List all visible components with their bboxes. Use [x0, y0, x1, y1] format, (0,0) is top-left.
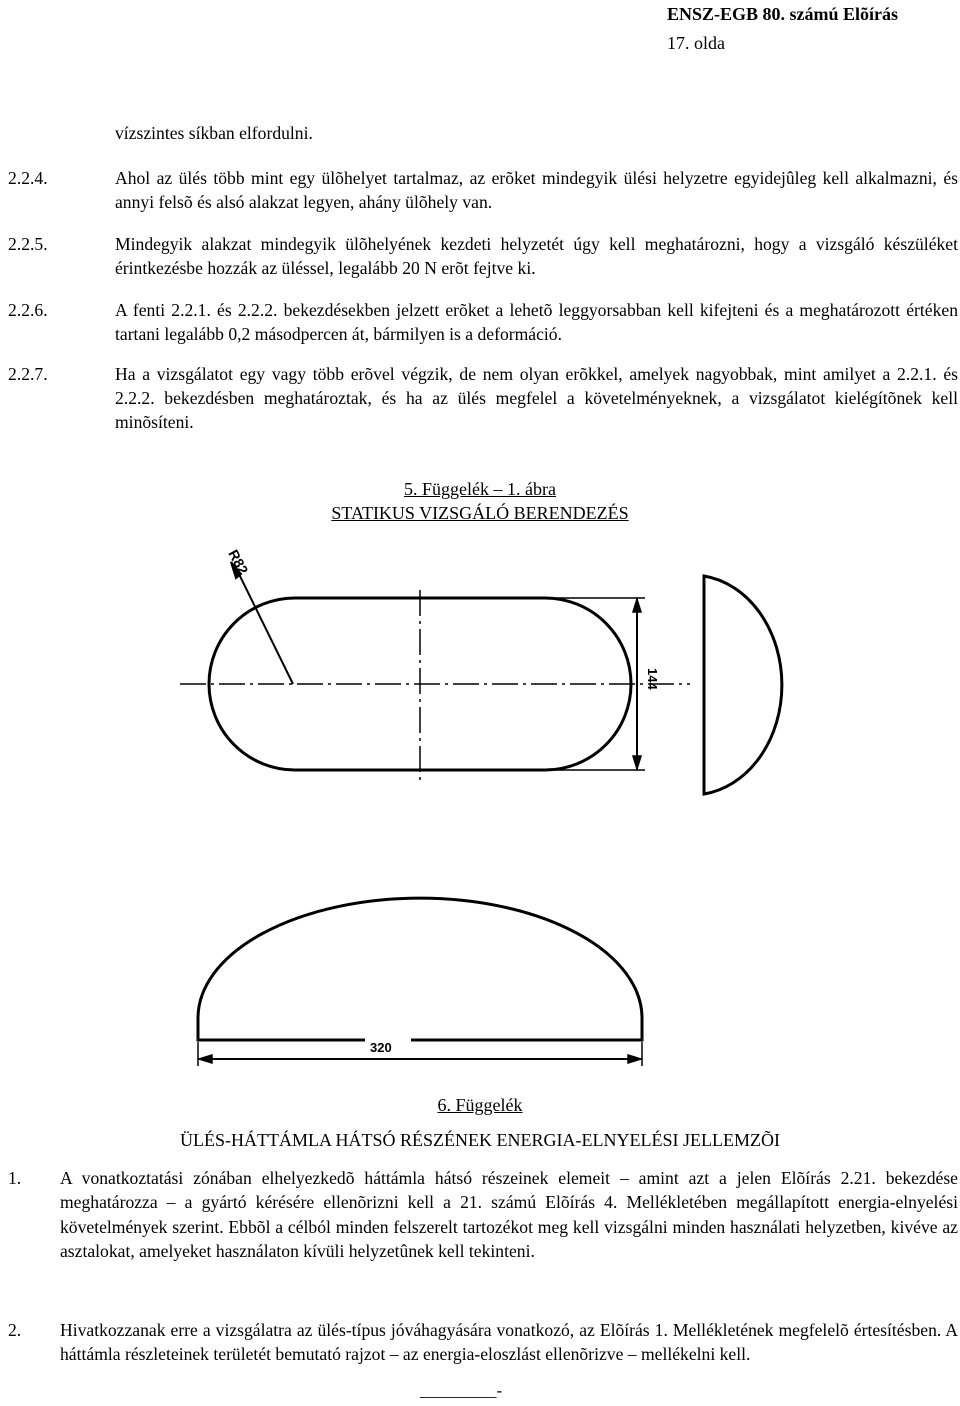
appendix-item-number: 2. — [8, 1320, 22, 1340]
appendix-subtitle: ÜLÉS-HÁTTÁMLA HÁTSÓ RÉSZÉNEK ENERGIA-ELNYELÉSI JELLEMZÕI — [180, 1130, 780, 1150]
half-disc-outline — [704, 576, 782, 794]
footer-rule: _________- — [420, 1381, 503, 1400]
appendix-item-text: Hivatkozzanak erre a vizsgálatra az ülés-típus jóváhagyására vonatkozó, az Elõírás 1. Mellékletének megfelelõ értesítésben. A háttámla részleteinek területét bemutató rajzot – az energia-eloszlást ellenõrizve – mellékelni kell. — [60, 1320, 958, 1365]
width-arrow-right — [628, 1055, 641, 1063]
radius-leader — [236, 568, 293, 684]
continuation-text: vízszintes síkban elfordulni. — [115, 123, 313, 143]
height-label: 144 — [645, 668, 660, 690]
bottom-half-shape — [198, 898, 642, 1040]
page-number: 17. olda — [666, 33, 725, 53]
section-text: Ha a vizsgálatot egy vagy több erõvel végzik, de nem olyan erõkkel, amelyek nagyobbak, mint amilyet a 2.2.1. és 2.2.2. bekezdésben meghatároztak, és ha az ülés megfelel a követelményeknek, a vizsgálatot kielégítõnek kell minõsíteni. — [115, 364, 958, 432]
section-text: A fenti 2.2.1. és 2.2.2. bekezdésekben jelzett erõket a lehetõ leggyorsabban kell kifejteni és a meghatározott értéken tartani legalább 0,2 másodpercen át, bármilyen is a deformáció. — [115, 300, 958, 344]
document-title: ENSZ-EGB 80. számú Elõírás — [666, 4, 898, 24]
section-number: 2.2.5. — [8, 234, 48, 254]
height-arrow-top — [633, 599, 641, 612]
width-label: 320 — [370, 1040, 392, 1055]
figure-caption: 5. Függelék – 1. ábra — [404, 479, 556, 499]
section-text: Ahol az ülés több mint egy ülõhelyet tartalmaz, az erõket mindegyik ülési helyzetre egyidejûleg kell alkalmazni, és annyi felsõ és alsó alakzat legyen, ahány ülõhely van. — [115, 168, 958, 212]
appendix-title: 6. Függelék — [437, 1095, 523, 1115]
appendix-item-number: 1. — [8, 1168, 22, 1188]
appendix-item-text: A vonatkoztatási zónában elhelyezkedõ háttámla hátsó részeinek elemeit – amint azt a jelen Elõírás 2.21. bekezdése meghatározza – a gyártó kérésére ellenõrizni kell a 21. számú Elõírás 4. Mellékletében megállapított energia-elnyelési követelmények szerint. Ebbõl a célból minden felszerelt tartozékot meg kell vizsgálni minden használati helyzetben, kivéve az asztalokat, amelyeket használaton kívüli helyzetûnek kell tekinteni. — [60, 1168, 958, 1262]
height-arrow-bottom — [633, 756, 641, 769]
section-text: Mindegyik alakzat mindegyik ülõhelyének kezdeti helyzetét úgy kell meghatározni, hogy a vizsgáló készüléket érintkezésbe hozzák az üléssel, legalább 20 N erõt fejtve ki. — [115, 234, 958, 278]
section-number: 2.2.4. — [8, 168, 48, 188]
section-number: 2.2.6. — [8, 300, 48, 320]
figure-title: STATIKUS VIZSGÁLÓ BERENDEZÉS — [331, 503, 629, 523]
section-number: 2.2.7. — [8, 364, 48, 384]
radius-label: R82 — [225, 546, 252, 578]
width-arrow-left — [199, 1055, 212, 1063]
